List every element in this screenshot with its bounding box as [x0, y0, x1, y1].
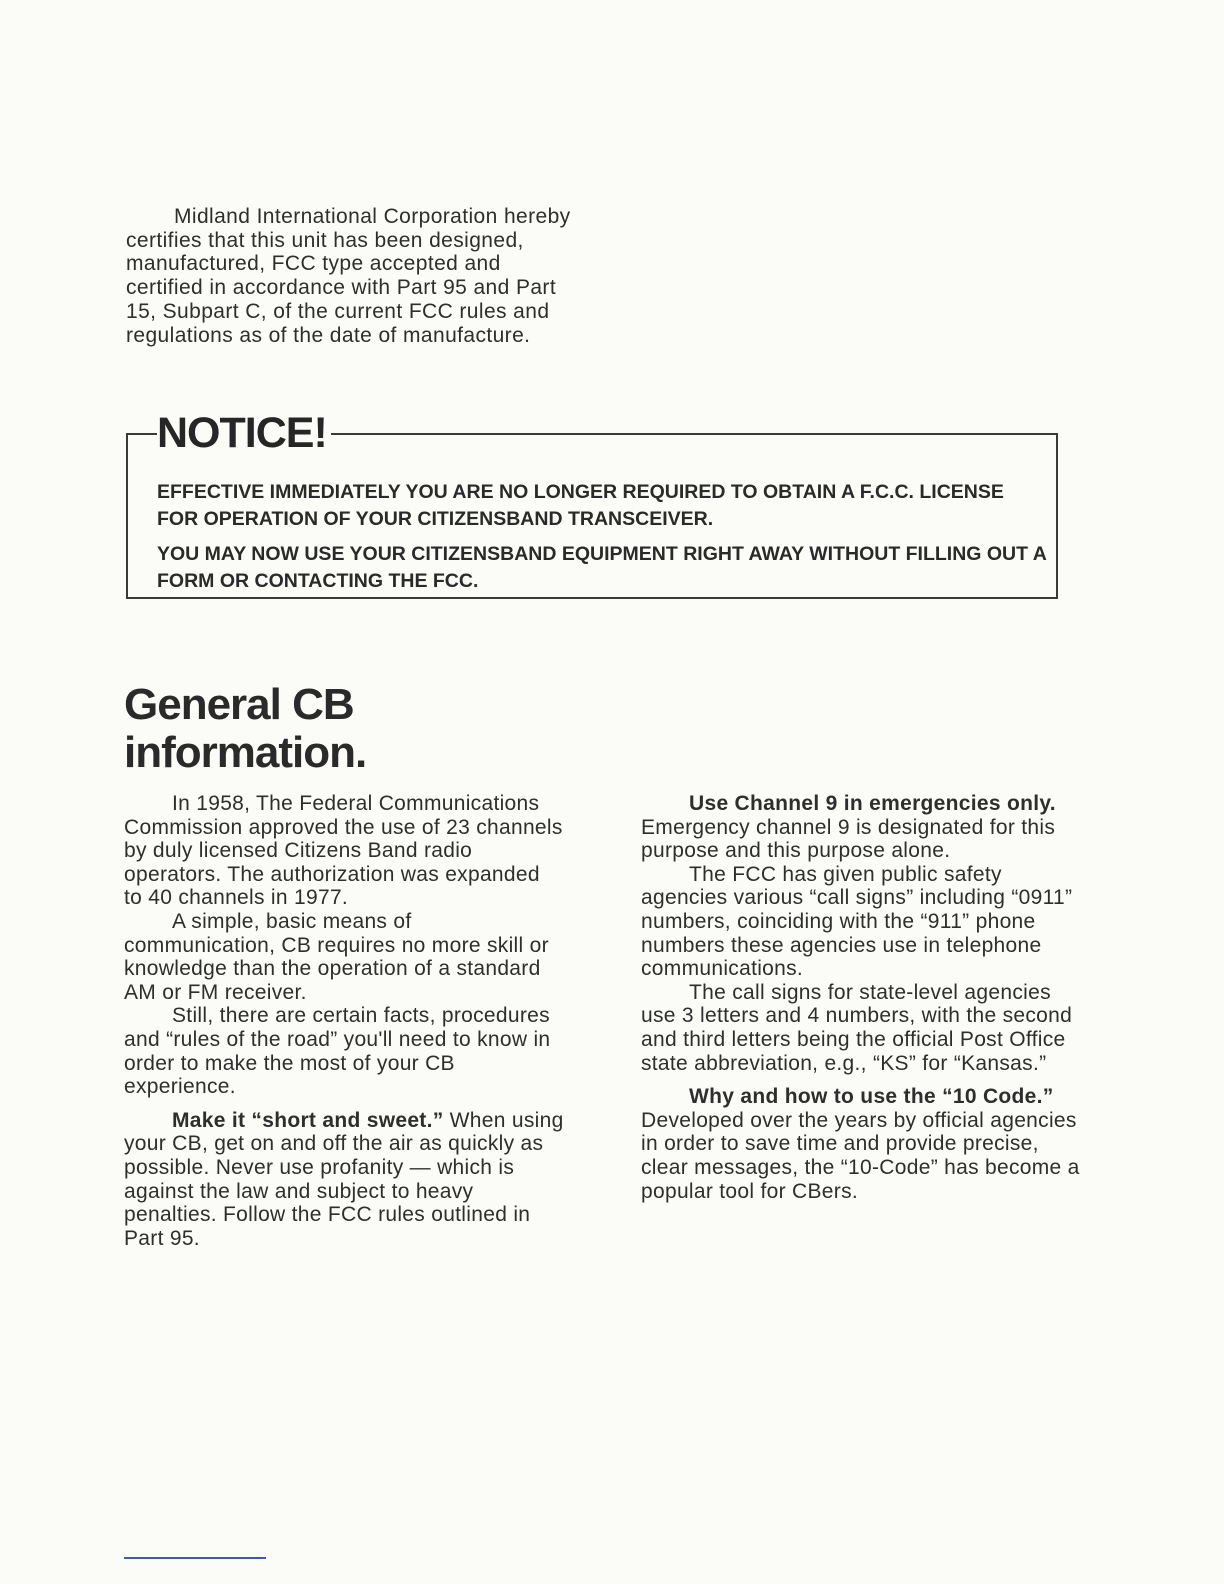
notice-paragraph-use: YOU MAY NOW USE YOUR CITIZENSBAND EQUIPMENT RIGHT AWAY WITHOUT FILLING OUT A FORM OR CONTACTING THE FCC.: [157, 543, 1047, 592]
heading-10-code: Why and how to use the “10 Code.”: [689, 1085, 1054, 1109]
paragraph-state-call-signs: The call signs for state-level agencies use 3 letters and 4 numbers, with the second and third letters being the official Post Office state abbreviation, e.g., “KS” for “Kansas.”: [641, 980, 1073, 1075]
body-channel-9: Emergency channel 9 is designated for this purpose and this purpose alone.: [641, 815, 1056, 863]
body-10-code: Developed over the years by official agencies in order to save time and provide precise, clear messages, the “10-Code” has become a popular tool for CBers.: [641, 1108, 1080, 1203]
paragraph-channel-9: [641, 792, 1086, 863]
heading-channel-9: Use Channel 9 in emergencies only.: [689, 792, 1056, 815]
paragraph-history: In 1958, The Federal Communications Commission approved the use of 23 channels by duly licensed Citizens Band radio operators. The authorization was expanded to 40 channels in 1977.: [124, 792, 563, 910]
right-column: [641, 792, 1086, 1203]
certification-statement: [126, 205, 576, 347]
heading-short-and-sweet: Make it “short and sweet.”: [172, 1108, 444, 1132]
section-title-line-2: information.: [124, 728, 367, 777]
body-short-and-sweet: When using your CB, get on and off the air as quickly as possible. Never use profanity — which is against the law and subject to heavy penalties. Follow the FCC rules outlined in Part 95.: [124, 1108, 564, 1250]
paragraph-call-signs: The FCC has given public safety agencies various “call signs” including “0911” numbers, coinciding with the “911” phone numbers these agencies use in telephone communications.: [641, 862, 1073, 981]
paragraph-10-code: [641, 1085, 1086, 1203]
footer-rule: [124, 1557, 266, 1559]
paragraph-short-and-sweet: [124, 1109, 564, 1251]
section-title: [124, 681, 366, 777]
paragraph-rules-of-road: Still, there are certain facts, procedures and “rules of the road” you'll need to know in order to make the most of your CB experience.: [124, 1004, 551, 1099]
notice-paragraph-license: EFFECTIVE IMMEDIATELY YOU ARE NO LONGER REQUIRED TO OBTAIN A F.C.C. LICENSE FOR OPERATION OF YOUR CITIZENSBAND TRANSCEIVER.: [157, 481, 1004, 530]
notice-box-corner: [126, 433, 148, 435]
certification-text: Midland International Corporation hereby certifies that this unit has been designed, manufactured, FCC type accepted and certified in accordance with Part 95 and Part 15, Subpart C, of the current FCC rules and regulations as of the date of manufacture.: [126, 205, 571, 347]
left-column: [124, 792, 564, 1250]
paragraph-simple-means: A simple, basic means of communication, CB requires no more skill or knowledge than the operation of a standard AM or FM receiver.: [124, 909, 549, 1004]
notice-title: NOTICE!: [157, 410, 331, 456]
section-title-line-1: General CB: [124, 680, 354, 729]
